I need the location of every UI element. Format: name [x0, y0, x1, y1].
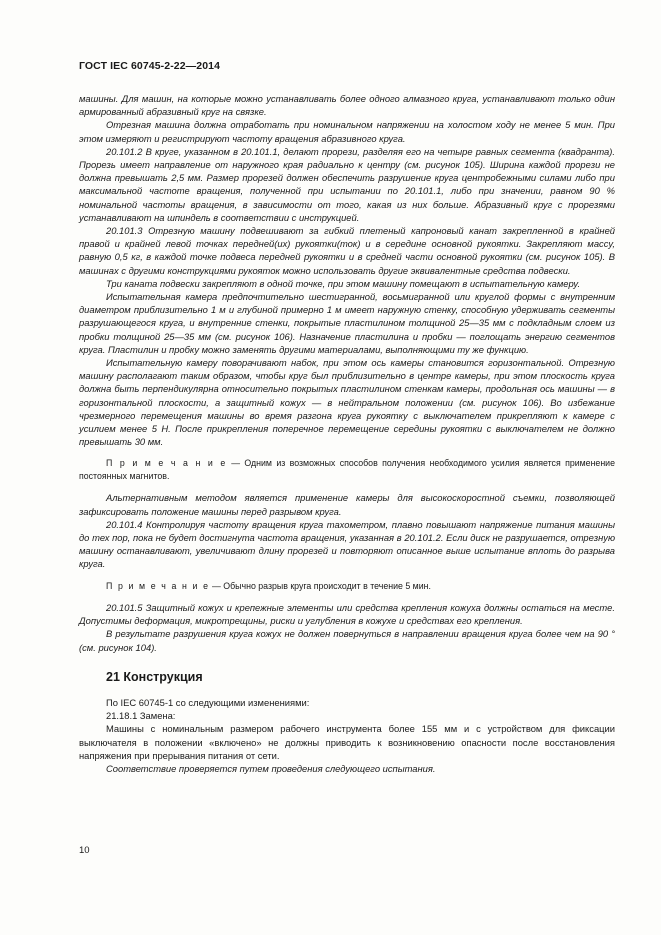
document-body — [79, 92, 615, 775]
note-label: П р и м е ч а н и е — [106, 458, 227, 469]
clause-20-101-2: 20.101.2 В круге, указанном в 20.101.1, делают прорези, разделяя его на четыре равных сегмента (квадранта). Прорезь имеет направление от наружного края радиально к центру (см. рисунок 105). Ширина каждой прорези не должна превышать 2,5 мм. Размер прорезей должен обеспечить разрушение круга центробежными силами либо при максимальной частоте вращения, полученной при испытании по 20.101.1, либо при значении, равном 90 % номинальной частоты вращения, в зависимости от того, какая из них больше. Абразивный круг с прорезями устанавливают на шпиндель в соответствии с инструкцией. — [79, 145, 615, 223]
paragraph: Испытательная камера предпочтительно шестигранной, восьмигранной или круглой формы с внутренним диаметром приблизительно 1 м и глубиной примерно 1 м имеет наружную стенку, способную удерживать сегменты разрушающегося круга, и внутренние стенки, покрытые пластилином толщиной 25—35 мм с подкладным слоем из пробки толщиной 25—35 мм (см. рисунок 106). Назначение пластилина и пробки — поглощать энергию сегментов круга. Пластилин и пробку можно заменять другими материалами, выполняющими ту же функцию. — [79, 291, 615, 355]
note-magnets — [79, 457, 615, 482]
paragraph: Машины с номинальным размером рабочего инструмента более 155 мм и с устройством для фиксации выключателя в положении «включено» не должны приводить к возникновению опасности после восстановления напряжения при прерывания питания от сети. — [79, 723, 615, 761]
paragraph: В результате разрушения круга кожух не должен повернуться в направлении вращения круга более чем на 90 °(см. рисунок 104). — [79, 628, 615, 653]
page-header-standard: ГОСТ IEC 60745-2-22—2014 — [79, 60, 221, 72]
paragraph: машины. Для машин, на которые можно устанавливать более одного алмазного круга, устанавливают только один армированный абразивный круг на связке. — [79, 93, 615, 118]
note-text: — Одним из возможных способов получения необходимого усилия является применение постоянных магнитов. — [79, 458, 615, 481]
clause-20-101-3: 20.101.3 Отрезную машину подвешивают за гибкий плетеный капроновый канат закрепленной в крайней правой и крайней левой точках передней(их) рукоятки(ток) и в середине основной рукоятки. Закрепляют массу, равную 0,5 кг, в каждой точке подвеса передней рукоятки и в средней части основной рукоятки (см. рисунок 105). В машинах с другими конструкциями рукояток можно использовать другие эквивалентные средства подвески. — [79, 225, 615, 276]
paragraph: Три каната подвески закрепляют в одной точке, при этом машину помещают в испытательную камеру. — [106, 277, 581, 289]
clause-20-101-4: 20.101.4 Контролируя частоту вращения круга тахометром, плавно повышают напряжение питания машины до тех пор, пока не будет достигнута частота вращения, указанная в 20.101.2. Если диск не разрушается, отрезную машину останавливают, увеличивают длину прорезей и повторяют описанное выше испытание вплоть до разрыва круга. — [79, 518, 615, 570]
paragraph: Испытательную камеру поворачивают набок, при этом ось камеры становится горизонтальной. Отрезную машину располагают таким образом, чтобы круг был приблизительно в центре камеры, при этом плоскость круга должна быть перпендикулярна относительно покрытых пластилином стенкам камеры, продольная ось машины — в горизонтальной плоскости, а защитный кожух — в нейтральном положении (см. рисунок 106). Во избежание чрезмерного перемещения машины во время разгона круга рукоятку с выключателем прикрепляют к камере с усилием менее 5 Н. После прикрепления поперечное перемещение середины рукоятки с выключателем не должно превышать 30 мм. — [79, 357, 615, 448]
note-label: П р и м е ч а н и е — [106, 580, 210, 591]
note-text: — Обычно разрыв круга происходит в течение 5 мин. — [209, 580, 431, 591]
paragraph: Отрезная машина должна отработать при номинальном напряжении на холостом ходу не менее 5 мин. При этом измеряют и регистрируют частоту вращения абразивного круга. — [79, 119, 615, 144]
paragraph: Соответствие проверяется путем проведения следующего испытания. — [106, 762, 436, 774]
paragraph: По IEC 60745-1 со следующими изменениями: — [106, 696, 310, 708]
clause-21-18-1: 21.18.1 Замена: — [106, 710, 176, 722]
note-rupture-time — [79, 580, 615, 592]
section-title: 21 Конструкция — [106, 669, 203, 684]
clause-20-101-5: 20.101.5 Защитный кожух и крепежные элементы или средства крепления кожуха должны остаться на месте. Допустимы деформация, микротрещины, риски и углубления в кожухе и средствах его крепления. — [79, 601, 615, 627]
paragraph: Альтернативным методом является применение камеры для высокоскоростной съемки, позволяющей зафиксировать положение машины перед разрывом круга. — [79, 492, 615, 517]
page-number: 10 — [79, 845, 90, 856]
